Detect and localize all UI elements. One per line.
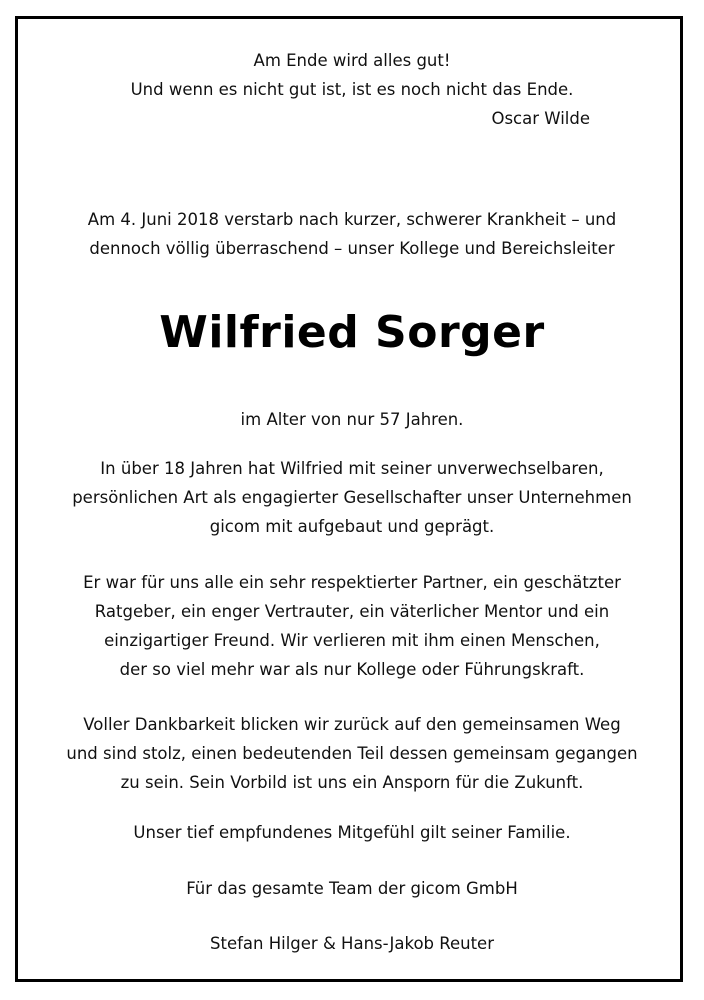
- quote-line-2: Und wenn es nicht gut ist, ist es noch nicht das Ende.: [130, 80, 574, 99]
- paragraph-line: der so viel mehr war als nur Kollege oder Führungskraft.: [119, 660, 585, 679]
- paragraph-line: Er war für uns alle ein sehr respektierter Partner, ein geschätzter: [83, 573, 621, 592]
- quote-line-1: Am Ende wird alles gut!: [253, 51, 451, 70]
- paragraph-gratitude: [0, 710, 704, 797]
- age-line: im Alter von nur 57 Jahren.: [240, 410, 464, 429]
- team-line: Für das gesamte Team der gicom GmbH: [186, 879, 518, 898]
- quote-block: [0, 46, 704, 133]
- paragraph-line: und sind stolz, einen bedeutenden Teil dessen gemeinsam gegangen: [66, 744, 638, 763]
- paragraph-line: In über 18 Jahren hat Wilfried mit seiner unverwechselbaren,: [100, 459, 604, 478]
- paragraph-line: Voller Dankbarkeit blicken wir zurück auf den gemeinsamen Weg: [83, 715, 621, 734]
- paragraph-line: einzigartiger Freund. Wir verlieren mit ihm einen Menschen,: [104, 631, 600, 650]
- age-block: [0, 405, 704, 434]
- paragraph-tenure: [0, 454, 704, 541]
- paragraph-line: Ratgeber, ein enger Vertrauter, ein väterlicher Mentor und ein: [94, 602, 610, 621]
- paragraph-line: gicom mit aufgebaut und geprägt.: [209, 517, 495, 536]
- intro-block: [0, 205, 704, 263]
- paragraph-line: persönlichen Art als engagierter Gesellschafter unser Unternehmen: [72, 488, 632, 507]
- intro-line-2: dennoch völlig überraschend – unser Kollege und Bereichsleiter: [89, 239, 615, 258]
- quote-author: Oscar Wilde: [491, 109, 590, 128]
- paragraph-condolence: [0, 818, 704, 847]
- intro-line-1: Am 4. Juni 2018 verstarb nach kurzer, schwerer Krankheit – und: [87, 210, 617, 229]
- paragraph-line: Unser tief empfundenes Mitgefühl gilt seiner Familie.: [133, 823, 571, 842]
- paragraph-tribute: [0, 568, 704, 684]
- deceased-name: Wilfried Sorger: [159, 307, 545, 358]
- signatories: Stefan Hilger & Hans-Jakob Reuter: [210, 934, 494, 953]
- team-block: [0, 874, 704, 903]
- paragraph-line: zu sein. Sein Vorbild ist uns ein Ansporn für die Zukunft.: [120, 773, 584, 792]
- signatories-block: [0, 929, 704, 958]
